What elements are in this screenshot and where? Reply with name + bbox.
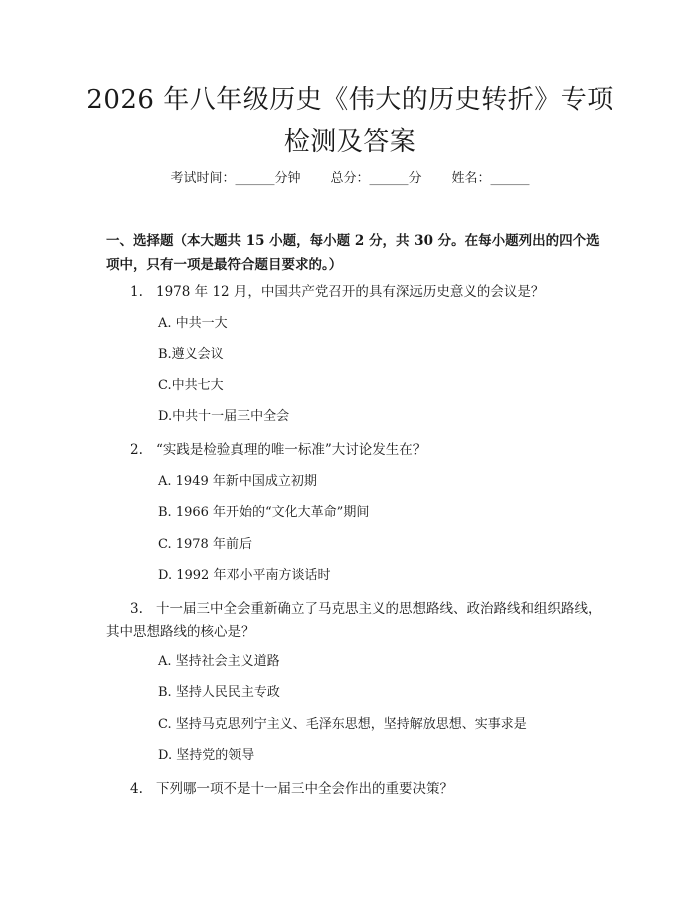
student-name: 姓名：______	[451, 171, 530, 186]
option-2d: D. 1992 年邓小平南方谈话时	[158, 568, 331, 583]
option-2c: C. 1978 年前后	[158, 537, 252, 552]
title-line-1: 2026 年八年级历史《伟大的历史转折》专项	[86, 85, 614, 115]
option-2b: B. 1966 年开始的“文化大革命”期间	[158, 505, 370, 520]
option-2a: A. 1949 年新中国成立初期	[158, 474, 317, 489]
question-number: 1.	[130, 284, 143, 300]
option-3a: A. 坚持社会主义道路	[158, 654, 280, 669]
option-3b: B. 坚持人民民主专政	[158, 685, 280, 700]
total-score: 总分：______分	[330, 171, 422, 186]
question-text: 下列哪一项不是十一届三中全会作出的重要决策？	[156, 781, 453, 797]
question-number: 4.	[130, 781, 143, 797]
question-1	[106, 281, 606, 304]
option-3d: D. 坚持党的领导	[158, 748, 255, 763]
exam-info	[0, 170, 700, 188]
question-text: 1978 年 12 月，中国共产党召开的具有深远历史意义的会议是？	[156, 284, 545, 300]
question-number: 3.	[130, 601, 143, 617]
option-1b: B.遵义会议	[158, 347, 224, 362]
question-4	[106, 778, 606, 801]
question-text: 十一届三中全会重新确立了马克思主义的思想路线、政治路线和组织路线，其中思想路线的核心是？	[106, 601, 602, 640]
option-3c: C. 坚持马克思列宁主义、毛泽东思想，坚持解放思想、实事求是	[158, 717, 527, 732]
option-1a: A. 中共一大	[158, 316, 228, 331]
question-number: 2.	[130, 442, 143, 458]
question-2	[106, 439, 606, 462]
title-line-2: 检测及答案	[283, 127, 417, 157]
section-header: 一、选择题（本大题共 15 小题，每小题 2 分，共 30 分。在每小题列出的四个选项中，只有一项是最符合题目要求的。）	[106, 233, 600, 273]
question-3	[106, 598, 606, 644]
document-title	[0, 82, 700, 160]
option-1c: C.中共七大	[158, 378, 224, 393]
option-1d: D.中共十一届三中全会	[158, 409, 290, 424]
question-text: “实践是检验真理的唯一标准”大讨论发生在？	[156, 442, 427, 458]
exam-time: 考试时间：______分钟	[170, 171, 301, 186]
